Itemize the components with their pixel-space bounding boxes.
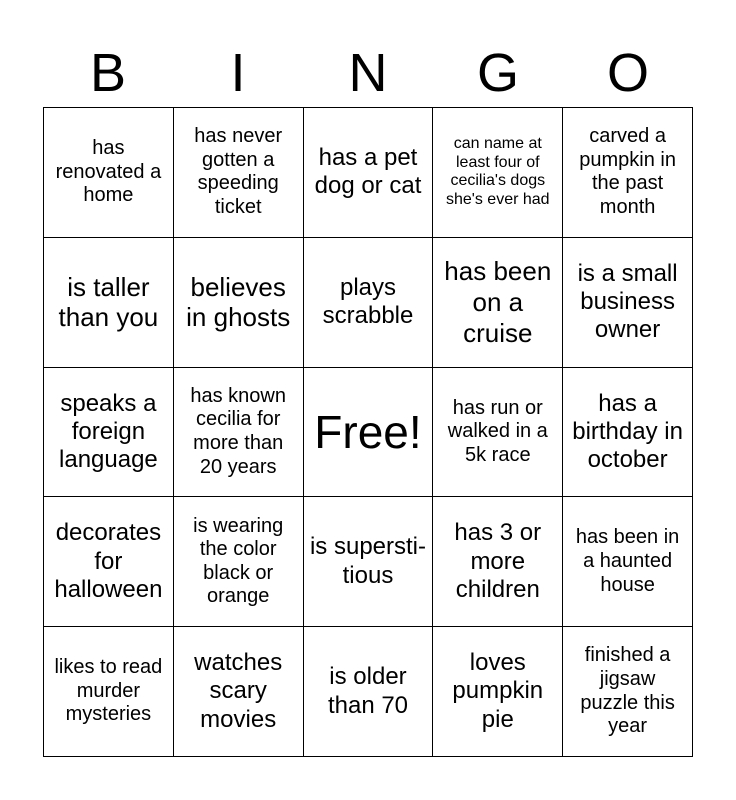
cell-text: finished a jigsaw puzzle this year xyxy=(580,644,675,738)
bingo-cell[interactable] xyxy=(44,497,174,627)
bingo-cell[interactable] xyxy=(563,368,693,498)
cell-text: can name at least four of cecilia's dogs she's ever had xyxy=(446,134,550,209)
bingo-cell[interactable] xyxy=(304,497,434,627)
bingo-cell[interactable] xyxy=(44,108,174,238)
bingo-cell[interactable] xyxy=(174,627,304,757)
cell-text: has renovated a home xyxy=(55,137,162,207)
cell-text: is wearing the color black or orange xyxy=(193,514,284,608)
bingo-cell[interactable] xyxy=(563,108,693,238)
cell-text: is taller than you xyxy=(58,271,159,333)
cell-text: is a small business owner xyxy=(577,259,678,344)
bingo-cell[interactable] xyxy=(304,108,434,238)
bingo-header xyxy=(43,40,693,106)
cell-text: likes to read murder mysteries xyxy=(54,656,163,726)
bingo-cell[interactable] xyxy=(433,108,563,238)
bingo-cell[interactable] xyxy=(174,368,304,498)
cell-text: loves pumpkin pie xyxy=(452,649,544,733)
bingo-cell[interactable] xyxy=(304,238,434,368)
cell-text: has 3 or more children xyxy=(454,519,542,603)
header-letter-i: I xyxy=(230,43,246,103)
cell-text: is supersti-tious xyxy=(309,533,426,589)
bingo-cell[interactable] xyxy=(563,627,693,757)
header-letter-g: G xyxy=(476,43,519,103)
bingo-cell[interactable] xyxy=(433,238,563,368)
cell-text: speaks a foreign language xyxy=(59,389,158,474)
cell-text: plays scrabble xyxy=(322,273,414,330)
cell-text: has known cecilia for more than 20 years xyxy=(190,384,286,478)
header-letter-o: O xyxy=(606,43,649,103)
cell-text: has been in a haunted house xyxy=(575,526,680,596)
bingo-cell[interactable] xyxy=(304,627,434,757)
bingo-cell[interactable] xyxy=(44,368,174,498)
bingo-cell[interactable] xyxy=(433,368,563,498)
bingo-cell[interactable] xyxy=(433,627,563,757)
cell-text: is older than 70 xyxy=(327,663,409,719)
cell-text: watches scary movies xyxy=(194,649,283,733)
bingo-cell[interactable] xyxy=(174,108,304,238)
cell-text: believes in ghosts xyxy=(186,271,291,333)
bingo-cell[interactable] xyxy=(563,238,693,368)
free-space-cell[interactable] xyxy=(304,368,434,498)
cell-text: has been on a cruise xyxy=(444,256,552,348)
bingo-cell[interactable] xyxy=(174,238,304,368)
free-space-text: Free! xyxy=(314,405,422,458)
cell-text: has never gotten a speeding ticket xyxy=(194,125,283,218)
cell-text: has run or walked in a 5k race xyxy=(447,396,548,466)
cell-text: has a pet dog or cat xyxy=(314,144,422,200)
bingo-cell[interactable] xyxy=(44,238,174,368)
bingo-cell[interactable] xyxy=(563,497,693,627)
bingo-cell[interactable] xyxy=(174,497,304,627)
cell-text: decorates for halloween xyxy=(54,519,163,603)
header-letter-n: N xyxy=(348,43,388,103)
bingo-cell[interactable] xyxy=(433,497,563,627)
bingo-card xyxy=(43,107,693,757)
header-letter-b: B xyxy=(89,43,127,103)
cell-text: carved a pumpkin in the past month xyxy=(579,125,676,218)
cell-text: has a birthday in october xyxy=(572,389,683,474)
bingo-cell[interactable] xyxy=(44,627,174,757)
